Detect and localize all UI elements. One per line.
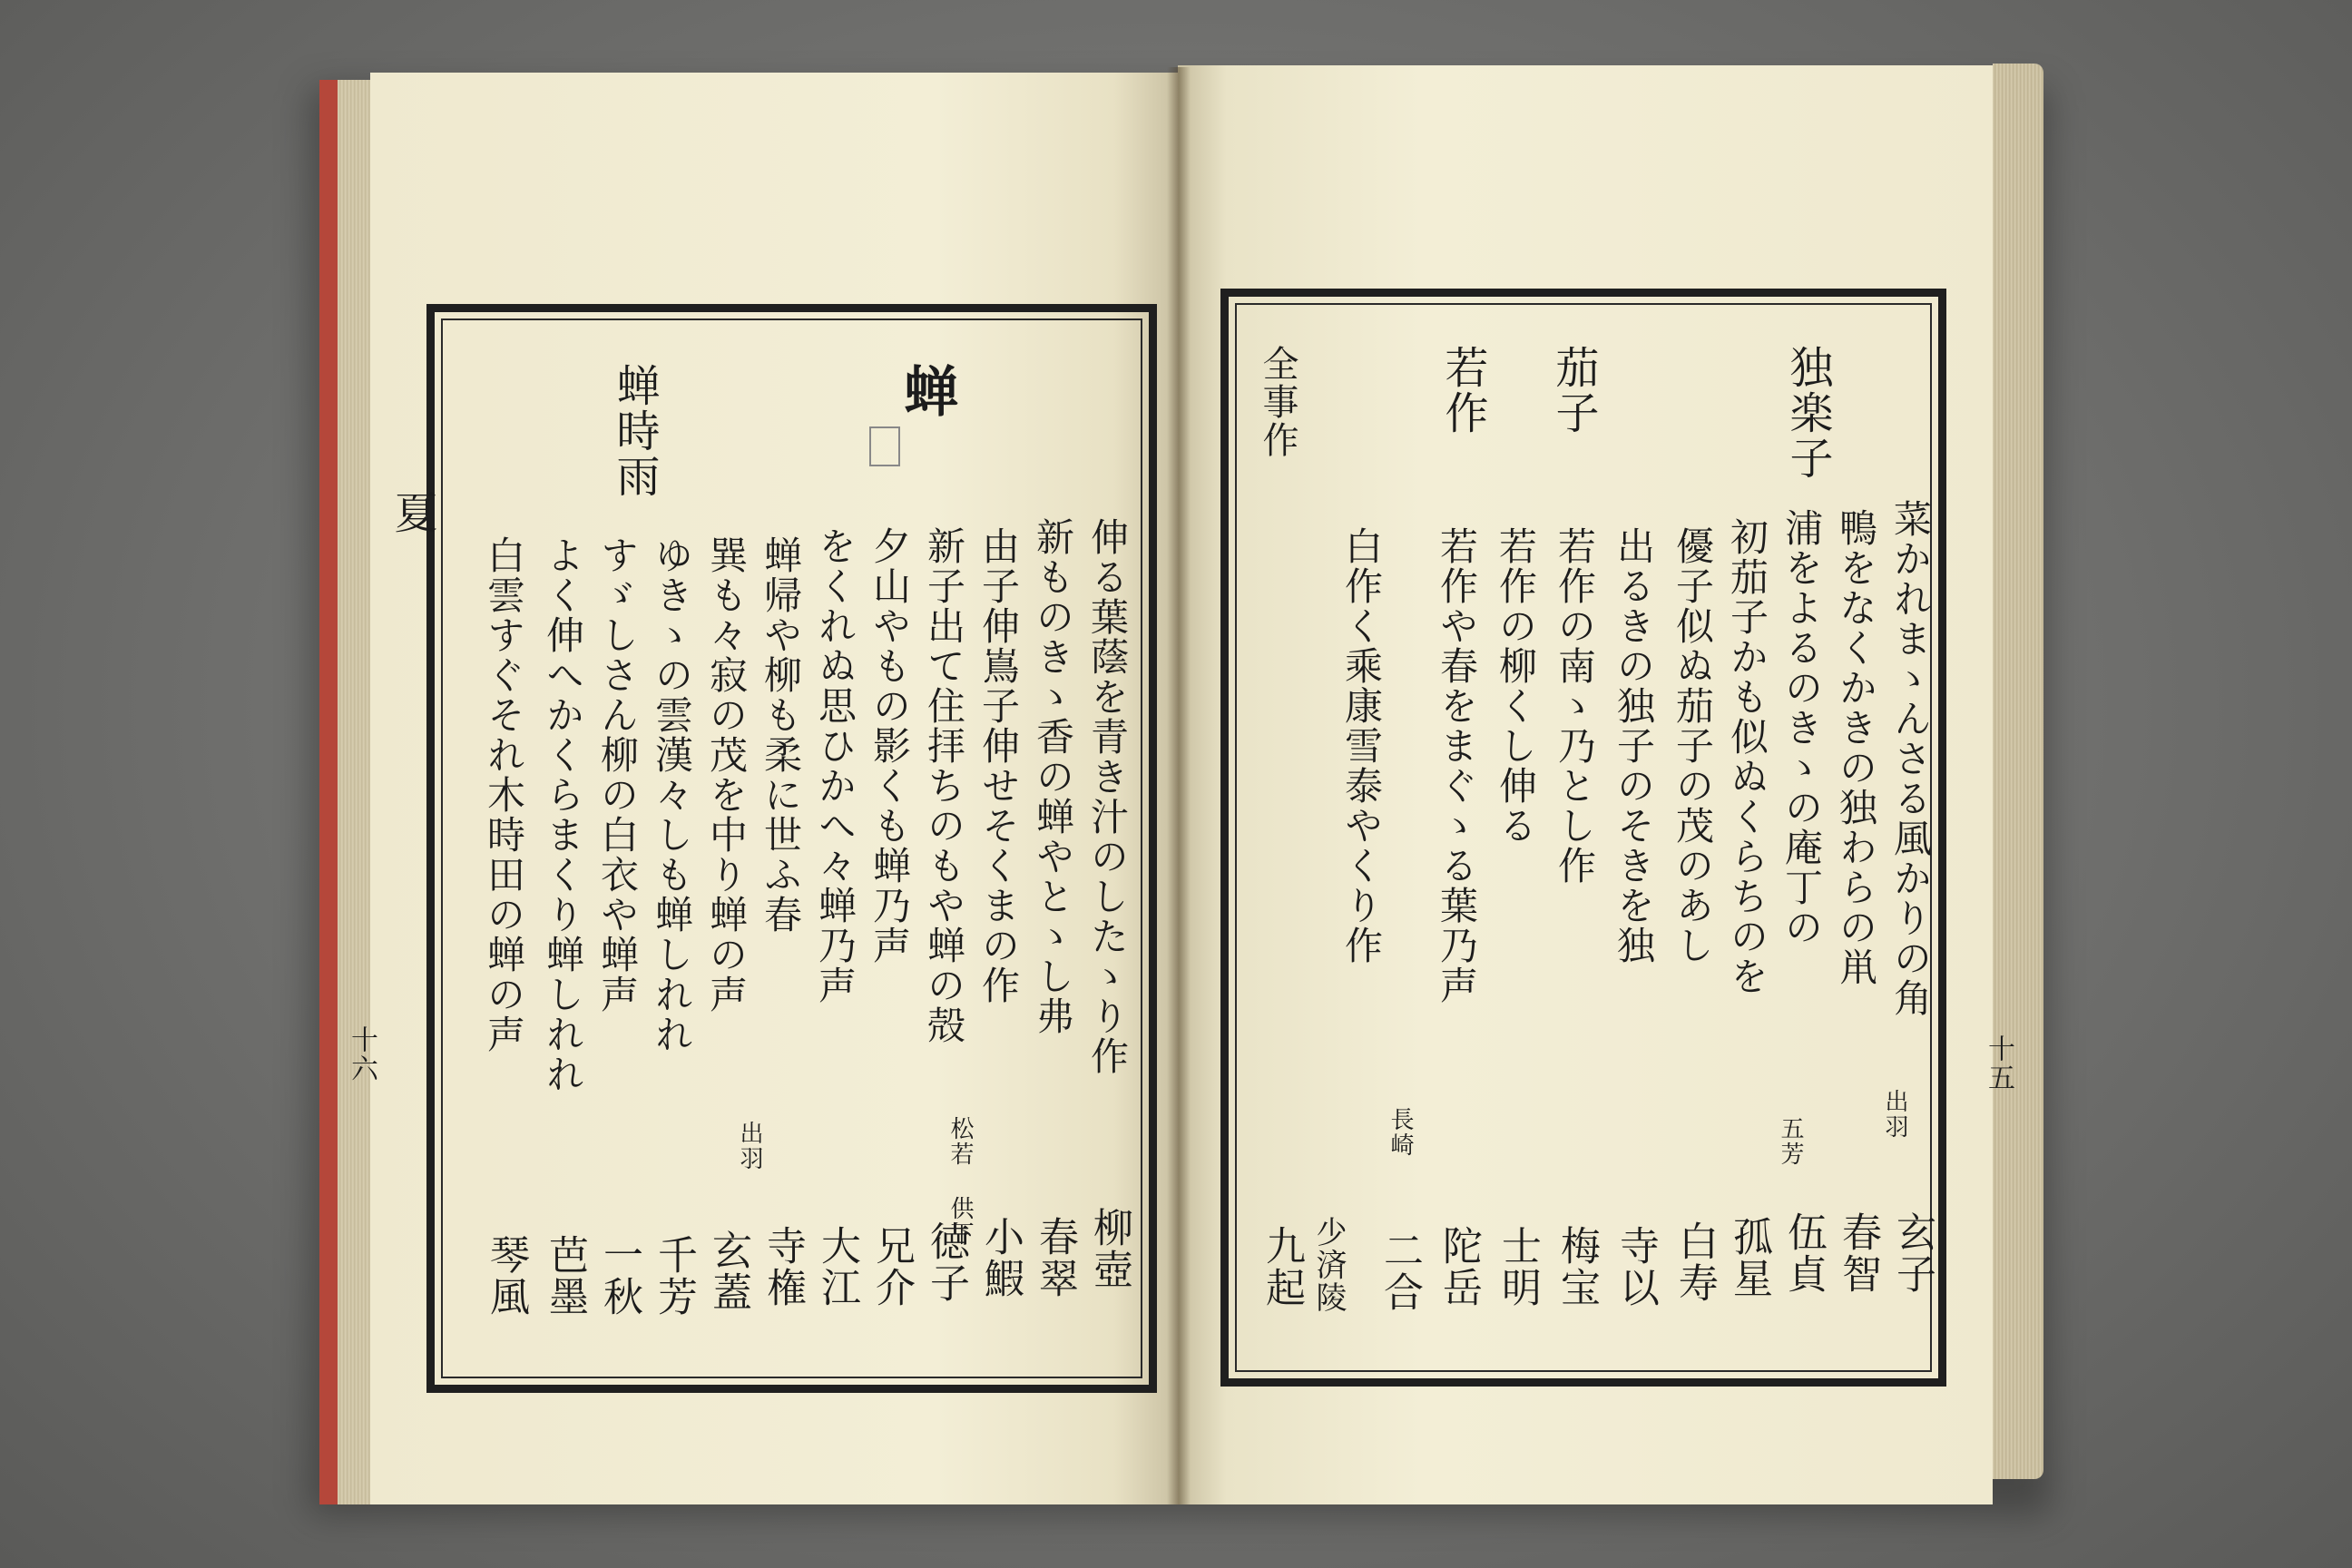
- right-heading-2: 茄子: [1548, 345, 1599, 436]
- left-verse-7: 蝉帰や柳も柔に世ふ春: [759, 535, 803, 935]
- left-subtitle: 蝉時雨: [609, 363, 660, 499]
- left-author-12: 琴風: [483, 1234, 529, 1318]
- right-note-3: 長崎: [1387, 1107, 1414, 1158]
- left-verse-6: をくれぬ思ひかへ々蝉乃声: [813, 526, 858, 1005]
- running-head: 夏: [387, 490, 437, 535]
- right-author-11: 少済陵: [1310, 1216, 1347, 1314]
- left-verse-8: 巽も々寂の茂を中り蝉の声: [704, 535, 749, 1014]
- left-author-3: 小鰕: [977, 1216, 1024, 1299]
- right-author-8: 士明: [1494, 1225, 1541, 1308]
- right-note-2: 五芳: [1777, 1116, 1804, 1167]
- right-heading-4: 全事作: [1257, 345, 1298, 459]
- right-verse-4: 初茄子かも似ぬくらちのを: [1725, 517, 1769, 996]
- right-verse-8: 若作の柳くし伸る: [1494, 526, 1538, 846]
- right-verse-2: 鴨をなくかきの独わらの鼡: [1834, 508, 1878, 987]
- left-author-5: 兄介: [868, 1225, 915, 1308]
- right-author-12: 九起: [1259, 1225, 1305, 1308]
- left-note-2: 出羽: [736, 1121, 763, 1171]
- left-folio: 十六: [346, 1025, 377, 1083]
- left-author-10: 一秋: [596, 1234, 642, 1318]
- right-verse-10: 白作く乘康雪泰やくり作: [1339, 526, 1384, 965]
- right-author-5: 白寿: [1671, 1220, 1718, 1304]
- left-author-6: 大江: [814, 1225, 860, 1308]
- right-verse-6: 出るきの独子のそきを独: [1612, 526, 1656, 965]
- left-verse-3: 由子伸嶌子伸せそくまの作: [976, 526, 1021, 1005]
- left-verse-9: ゆきゝの雲漢々しも蝉しれれ: [650, 535, 694, 1054]
- left-verse-12: 白雲すぐそれ木時田の蝉の声: [482, 535, 526, 1054]
- right-page-edges: [1993, 64, 2043, 1479]
- left-author-7: 寺権: [760, 1225, 806, 1308]
- right-verse-9: 若作や春をまぐゝる葉乃声: [1435, 526, 1479, 1005]
- right-author-7: 梅宝: [1553, 1225, 1600, 1308]
- left-author-8: 玄蓋: [705, 1230, 751, 1313]
- left-verse-2: 新ものきゝ香の蝉やとゝし弗: [1031, 517, 1075, 1036]
- right-author-2: 春智: [1835, 1211, 1881, 1295]
- left-verse-1: 伸る葉蔭を青き汁のしたゝり作: [1085, 517, 1130, 1076]
- left-verse-10: すゞしさん柳の白衣や蝉声: [595, 535, 640, 1014]
- left-author-11: 芭墨: [542, 1234, 588, 1318]
- right-author-9: 陀岳: [1436, 1225, 1482, 1308]
- right-author-6: 寺以: [1612, 1225, 1659, 1308]
- right-author-4: 孤星: [1726, 1216, 1772, 1299]
- left-author-4: 徳子: [923, 1220, 969, 1304]
- right-folio: 十五: [1983, 1034, 2014, 1093]
- right-verse-5: 優子似ぬ茄子の茂のあし: [1671, 526, 1715, 965]
- right-verse-1: 菜かれまゝんさる風かりの角: [1888, 499, 1933, 1018]
- right-heading-3: 若作: [1437, 345, 1488, 436]
- left-author-9: 千芳: [651, 1234, 697, 1318]
- left-verse-5: 夕山やもの影くも蝉乃声: [867, 526, 912, 965]
- left-verse-11: よく伸へかくらまくり蝉しれれ: [541, 535, 585, 1094]
- left-author-2: 春翠: [1032, 1216, 1078, 1299]
- right-verse-7: 若作の南ゝ乃とし作: [1553, 526, 1597, 886]
- left-note-1: 松若 供下: [946, 1116, 974, 1247]
- left-title: 蝉: [895, 363, 958, 419]
- right-author-10: 二合: [1377, 1230, 1423, 1313]
- left-verse-4: 新子出て住拝ちのもや蝉の殻: [922, 526, 966, 1045]
- book-gutter: [1167, 67, 1191, 1504]
- left-page-edges: [338, 80, 370, 1504]
- right-note-1: 出羽: [1881, 1089, 1908, 1140]
- left-author-1: 柳壺: [1086, 1207, 1132, 1290]
- right-heading-1: 独楽子: [1782, 345, 1833, 481]
- seal-stamp: [869, 426, 900, 466]
- right-author-1: 玄子: [1889, 1211, 1936, 1295]
- right-author-3: 伍貞: [1780, 1211, 1827, 1295]
- left-cover-edge: [319, 80, 338, 1504]
- right-verse-3: 浦をよるのきゝの庵丁の: [1779, 508, 1824, 947]
